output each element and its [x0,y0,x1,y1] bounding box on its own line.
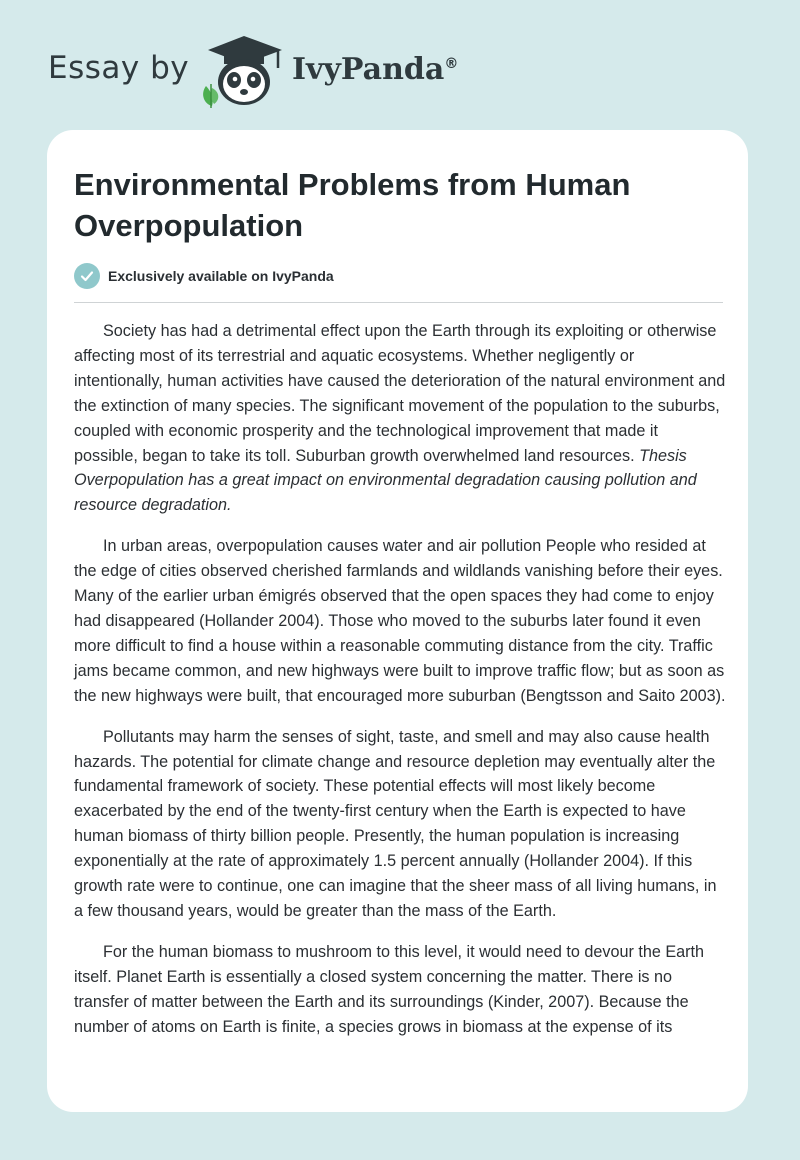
paragraph-4: For the human biomass to mushroom to this level, it would need to devour the Earth itself. Planet Earth is essentially a closed system concerning the matter. There is no transfer of matter between the Earth and its surroundings (Kinder, 2007). Because the number of atoms on Earth is finite, a species grows in biomass at the expense of its [74,942,705,1036]
check-circle-icon [74,263,100,289]
thesis-statement: Thesis Overpopulation has a great impact on environmental degradation causing pollution and resource degradation. [74,446,697,515]
panda-graduate-icon [198,34,290,108]
paragraph-1: Society has had a detrimental effect upon the Earth through its exploiting or otherwise affecting most of its terrestrial and aquatic ecosystems. Whether negligently or intentionally, human activities have caused the deterioration of the natural environment and the extinction of many species. The significant movement of the population to the suburbs, coupled with economic prosperity and the technological improvement that made it possible, began to take its toll. Suburban growth overwhelmed land resources. Thesis Overpopulation has a great impact on environmental degradation causing pollution and resource degradation. [74,322,726,515]
paragraph-2: In urban areas, overpopulation causes water and air pollution People who resided at the edge of cities observed cherished farmlands and wildlands vanishing before their eyes. Many of the earlier urban émigrés observed that the open spaces they had come to enjoy had disappeared (Hollander 2004). Those who moved to the suburbs later found it even more difficult to find a house within a reasonable commuting distance from the city. Traffic jams became common, and new highways were built to improve traffic flow; but as soon as the new highways were built, that encouraged more suburban (Bengtsson and Saito 2003). [74,537,726,705]
exclusive-badge [74,263,334,289]
page-title: Environmental Problems from Human Overpopulation [74,167,631,243]
divider [74,302,723,303]
site-header [0,0,800,130]
article-card [47,130,748,1112]
exclusive-label: Exclusively available on IvyPanda [108,268,334,284]
article-body [74,319,726,1055]
paragraph-3: Pollutants may harm the senses of sight, taste, and smell and may also cause health hazards. The potential for climate change and resource depletion may eventually alter the fundamental framework of society. These potential effects will most likely become exacerbated by the end of the twenty-first century when the Earth is expected to have human biomass of thirty billion people. Presently, the human population is increasing exponentially at the rate of approximately 1.5 percent annually (Hollander 2004). If this growth rate were to continue, one can imagine that the sheer mass of all living humans, in a few thousand years, would be greater than the mass of the Earth. [74,727,717,920]
brand-name[interactable]: IvyPanda® [292,52,459,87]
essay-by-label: Essay by [48,50,190,86]
registered-mark: ® [444,56,459,72]
